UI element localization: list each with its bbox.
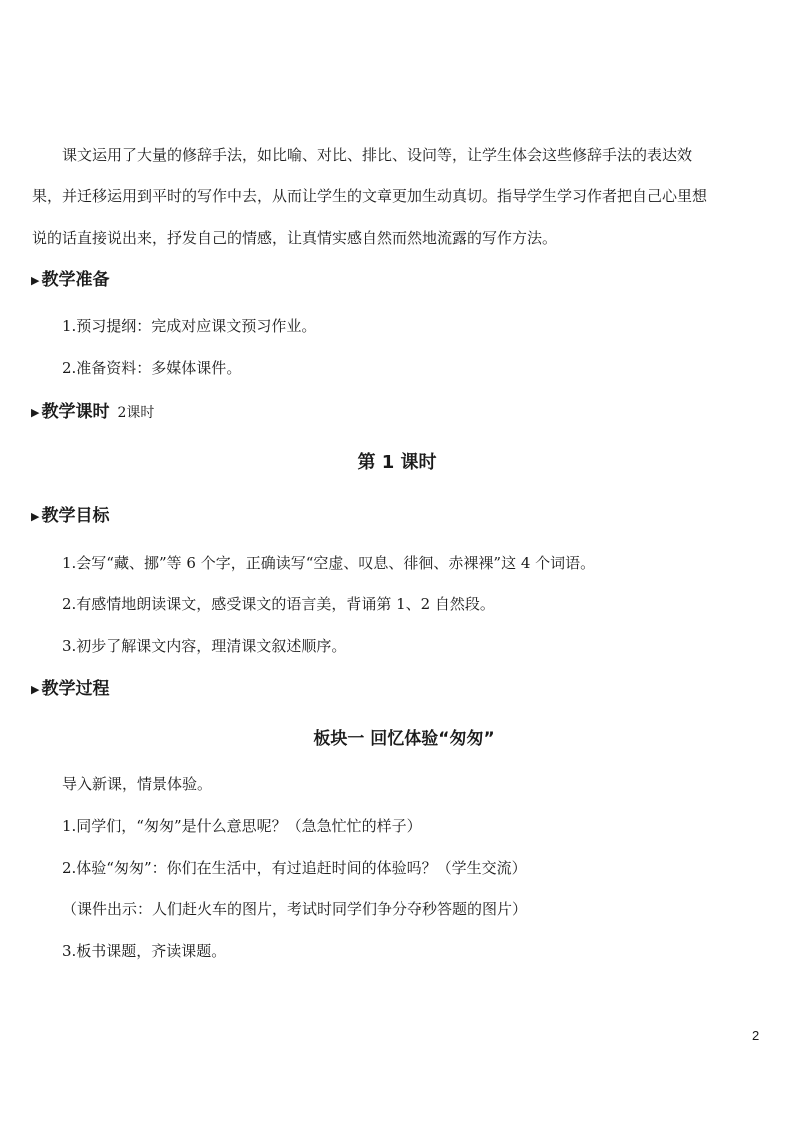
- intro-paragraph-line-3: 说的话直接说出来，抒发自己的情感，让真情实感自然而然地流露的写作方法。: [32, 229, 558, 247]
- goal-item-1: 1.会写“藏、挪”等 6 个字，正确读写“空虚、叹息、徘徊、赤裸裸”这 4 个词语。: [62, 554, 596, 572]
- lesson-title: 第 1 课时: [357, 452, 437, 473]
- section-heading-process-title: 教学过程: [41, 679, 110, 699]
- triangle-bullet-icon: ▶: [31, 406, 40, 419]
- section-heading-goals: [31, 505, 109, 528]
- triangle-bullet-icon: ▶: [31, 510, 40, 523]
- intro-paragraph-line-2: 果，并迁移运用到平时的写作中去，从而让学生的文章更加生动真切。指导学生学习作者把自己心里想: [32, 187, 708, 205]
- block-title: 板块一 回忆体验“匆匆”: [313, 729, 495, 749]
- block-line-4: （课件出示：人们赶火车的图片，考试时同学们争分夺秒答题的图片）: [62, 900, 528, 918]
- section-heading-process: [31, 678, 109, 701]
- intro-paragraph-line-1: 课文运用了大量的修辞手法，如比喻、对比、排比、设问等，让学生体会这些修辞手法的表达效: [62, 146, 693, 164]
- section-heading-prep: [31, 269, 109, 292]
- section-heading-hours: [31, 401, 154, 424]
- goal-item-2: 2.有感情地朗读课文，感受课文的语言美，背诵第 1、2 自然段。: [62, 595, 495, 613]
- block-line-3: 2.体验“匆匆”：你们在生活中，有过追赶时间的体验吗？（学生交流）: [62, 859, 527, 877]
- prep-item-2: 2.准备资料：多媒体课件。: [62, 359, 242, 377]
- block-line-1: 导入新课，情景体验。: [62, 775, 213, 793]
- triangle-bullet-icon: ▶: [31, 274, 40, 287]
- lesson-hours-value: 2课时: [117, 405, 155, 421]
- triangle-bullet-icon: ▶: [31, 683, 40, 696]
- page-number: 2: [752, 1028, 760, 1043]
- block-line-5: 3.板书课题，齐读课题。: [62, 942, 227, 960]
- section-heading-goals-title: 教学目标: [41, 506, 110, 526]
- block-line-2: 1.同学们，“匆匆”是什么意思呢？（急急忙忙的样子）: [62, 817, 422, 835]
- prep-item-1: 1.预习提纲：完成对应课文预习作业。: [62, 317, 317, 335]
- section-heading-hours-title: 教学课时: [41, 402, 110, 422]
- section-heading-prep-title: 教学准备: [41, 270, 110, 290]
- goal-item-3: 3.初步了解课文内容，理清课文叙述顺序。: [62, 637, 347, 655]
